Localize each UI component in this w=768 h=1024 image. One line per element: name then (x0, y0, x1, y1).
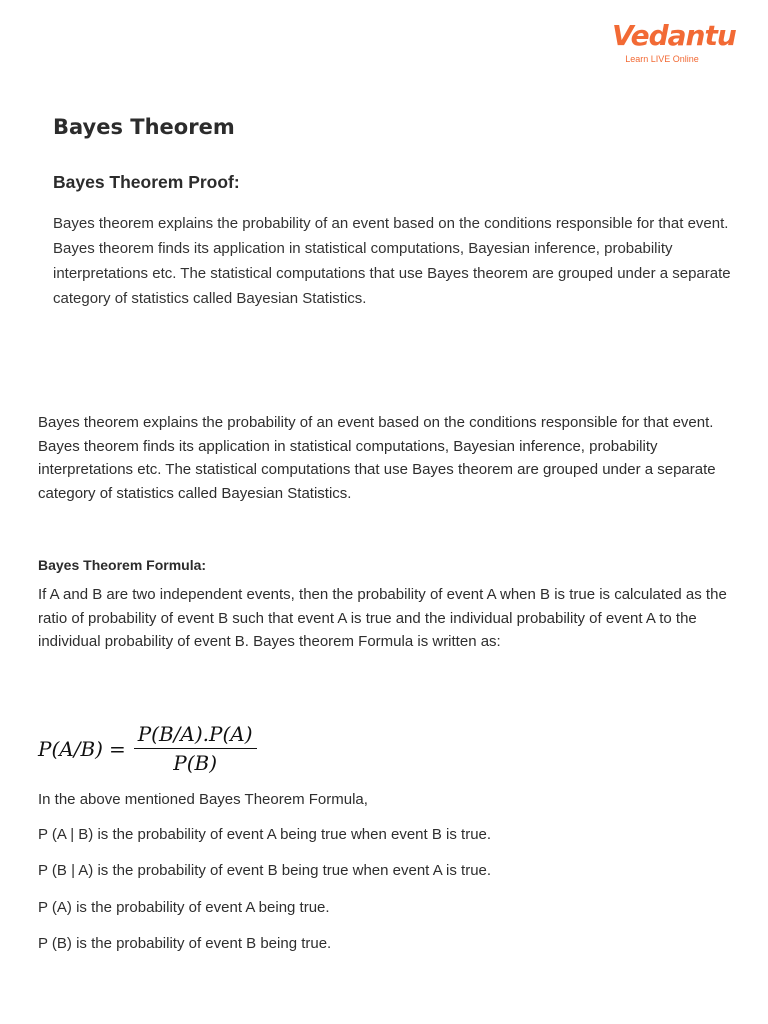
definition-item: P (B | A) is the probability of event B being true when event A is true. (38, 862, 492, 879)
explanation-intro: In the above mentioned Bayes Theorem Formula, (38, 791, 368, 808)
formula-lhs: P(A/B) (38, 736, 103, 761)
formula-numerator: P(B/A).P(A) (134, 722, 257, 749)
vedantu-logo (612, 19, 736, 64)
repeat-paragraph: Bayes theorem explains the probability of an event based on the conditions responsible for that event. Bayes theorem finds its application in statistical computations, Bayesian inference, probability interpretations etc. The statistical computations that use Bayes theorem are grouped under a separate category of statistics called Bayesian Statistics. (38, 414, 716, 502)
page-title: Bayes Theorem (53, 115, 235, 139)
proof-heading: Bayes Theorem Proof: (53, 172, 240, 192)
formula-denominator: P(B) (173, 751, 217, 775)
formula-paragraph: If A and B are two independent events, then the probability of event A when B is true is calculated as the ratio of probability of event B such that event A is true and the individual probability of event A to the individual probability of event B. Bayes theorem Formula is written as: (38, 586, 727, 650)
formula-heading: Bayes Theorem Formula: (38, 557, 207, 573)
definition-item: P (B) is the probability of event B being true. (38, 935, 332, 952)
bayes-formula (38, 722, 257, 775)
proof-paragraph: Bayes theorem explains the probability of an event based on the conditions responsible for that event. Bayes theorem finds its application in statistical computations, Bayesian inference, probability interpretations etc. The statistical computations that use Bayes theorem are grouped under a separate category of statistics called Bayesian Statistics. (53, 215, 731, 307)
logo-tagline: Learn LIVE Online (625, 54, 699, 64)
formula-equals: = (108, 736, 126, 761)
formula-fraction (134, 722, 257, 775)
definition-item: P (A | B) is the probability of event A being true when event B is true. (38, 826, 492, 843)
logo-wordmark: Vedantu (612, 19, 736, 52)
definition-item: P (A) is the probability of event A being true. (38, 899, 330, 916)
